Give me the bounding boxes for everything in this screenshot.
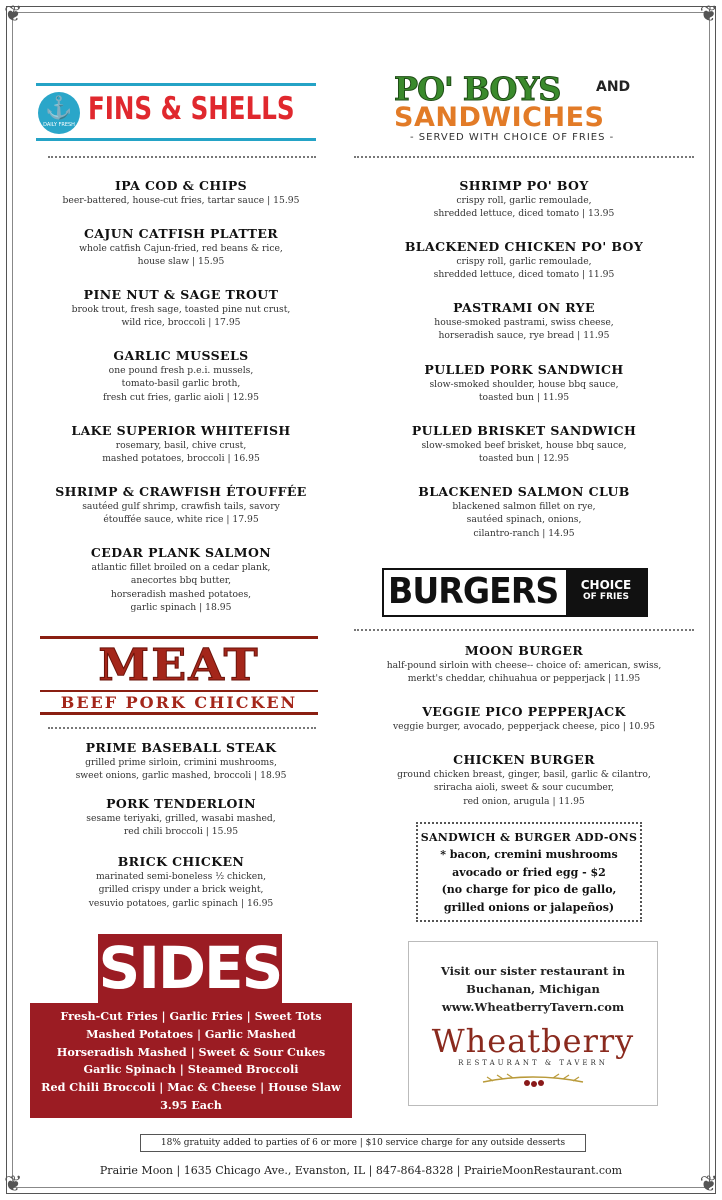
menu-item (36, 545, 326, 614)
menu-item (36, 423, 326, 466)
gratuity-notice: 18% gratuity added to parties of 6 or more | $10 service charge for any outside desserts (140, 1134, 586, 1152)
item-desc: horseradish mashed potatoes, (110, 588, 252, 600)
item-desc: red chili broccoli | 15.95 (123, 826, 239, 838)
item-desc: one pound fresh p.e.i. mussels, (108, 365, 254, 376)
menu-item (354, 239, 694, 282)
poboys-and: AND (596, 79, 631, 95)
item-desc: rosemary, basil, chive crust, (115, 440, 247, 451)
corner-flourish-icon: ❦ (4, 2, 23, 27)
item-desc: slow-smoked beef brisket, house bbq sauce, (421, 440, 627, 451)
menu-item (354, 484, 694, 540)
sister-restaurant-box (408, 941, 658, 1106)
menu-item (36, 226, 326, 269)
divider (40, 712, 318, 715)
item-name: CHICKEN BURGER (453, 752, 595, 767)
item-name: PRIME BASEBALL STEAK (85, 740, 277, 755)
meat-header (40, 636, 318, 714)
item-desc: sriracha aioli, sweet & sour cucumber, (433, 782, 615, 794)
poboys-title: PO' BOYS (394, 70, 561, 108)
sides-line: Mashed Potatoes | Garlic Mashed (86, 1026, 296, 1041)
item-name: MOON BURGER (464, 643, 584, 658)
menu-item (36, 854, 326, 910)
dotted-divider (48, 727, 316, 729)
badge-text: DAILY FRESH (43, 122, 75, 128)
menu-item (36, 740, 326, 783)
addons-line: (no charge for pico de gallo, (441, 883, 617, 896)
item-name: BRICK CHICKEN (117, 854, 245, 869)
item-name: SHRIMP PO' BOY (459, 178, 589, 193)
choice-label: CHOICE (580, 578, 632, 592)
item-desc: beer-battered, house-cut fries, tartar sauce | 15.95 (62, 195, 300, 206)
item-name: CEDAR PLANK SALMON (90, 545, 272, 560)
menu-item (36, 287, 326, 330)
item-desc: sautéed spinach, onions, (466, 514, 582, 526)
item-name: SHRIMP & CRAWFISH ÉTOUFFÉE (55, 484, 307, 499)
item-desc: horseradish sauce, rye bread | 11.95 (438, 330, 610, 342)
item-desc: atlantic fillet broiled on a cedar plank, (91, 562, 271, 573)
burgers-header (382, 568, 648, 617)
item-desc: house-smoked pastrami, swiss cheese, (434, 317, 614, 328)
item-name: BLACKENED SALMON CLUB (418, 484, 630, 499)
item-name: IPA COD & CHIPS (114, 178, 248, 193)
menu-item (36, 796, 326, 839)
item-desc: étouffée sauce, white rice | 17.95 (103, 514, 259, 526)
addons-box (416, 822, 642, 922)
menu-item (36, 348, 326, 404)
item-desc: cilantro-ranch | 14.95 (473, 527, 575, 539)
item-desc: ground chicken breast, ginger, basil, garlic & cilantro, (397, 769, 651, 780)
poboys-header (392, 70, 642, 150)
menu-item (354, 752, 694, 808)
item-desc: merkt's cheddar, chihuahua or pepperjack | 11.95 (407, 673, 641, 685)
sandwiches-title: SANDWICHES (394, 102, 605, 133)
divider (36, 83, 316, 86)
corner-flourish-icon: ❦ (699, 2, 718, 27)
item-desc: sesame teriyaki, grilled, wasabi mashed, (86, 813, 276, 824)
item-desc: fresh cut fries, garlic aioli | 12.95 (103, 391, 259, 403)
sides-line: Fresh-Cut Fries | Garlic Fries | Sweet Tots (60, 1009, 322, 1023)
item-desc: crispy roll, garlic remoulade, (456, 256, 592, 267)
item-name: VEGGIE PICO PEPPERJACK (422, 704, 626, 719)
item-desc: shredded lettuce, diced tomato | 13.95 (433, 208, 615, 220)
choice-of-fries-badge (566, 570, 646, 615)
item-name: PINE NUT & SAGE TROUT (83, 287, 279, 302)
item-desc: grilled prime sirloin, crimini mushrooms, (85, 757, 277, 768)
menu-item (354, 643, 694, 686)
item-desc: garlic spinach | 18.95 (130, 601, 232, 613)
item-name: LAKE SUPERIOR WHITEFISH (71, 423, 291, 438)
item-desc: slow-smoked shoulder, house bbq sauce, (429, 379, 619, 390)
item-desc: sautéed gulf shrimp, crawfish tails, savory (82, 501, 280, 512)
sister-line: Visit our sister restaurant in (440, 964, 626, 978)
wheatberry-subtitle: RESTAURANT & TAVERN (458, 1059, 608, 1067)
item-desc: tomato-basil garlic broth, (121, 378, 241, 390)
item-desc: sweet onions, garlic mashed, broccoli | 18.95 (75, 770, 287, 782)
item-name: PULLED BRISKET SANDWICH (411, 423, 637, 438)
sister-website-link[interactable]: www.WheatberryTavern.com (441, 1000, 625, 1014)
item-desc: vesuvio potatoes, garlic spinach | 16.95 (88, 897, 274, 909)
sides-header (98, 934, 282, 1004)
item-name: PORK TENDERLOIN (106, 796, 256, 811)
sister-line: Buchanan, Michigan (466, 982, 600, 996)
item-desc: shredded lettuce, diced tomato | 11.95 (433, 269, 615, 281)
addons-line: * bacon, cremini mushrooms (440, 848, 618, 861)
sides-price: 3.95 Each (160, 1097, 222, 1112)
item-desc: blackened salmon fillet on rye, (452, 501, 596, 512)
sides-line: Horseradish Mashed | Sweet & Sour Cukes (56, 1044, 326, 1059)
item-desc: whole catfish Cajun-fried, red beans & rice, (79, 243, 283, 254)
item-desc: anecortes bbq butter, (130, 575, 232, 587)
addons-line: avocado or fried egg - $2 (452, 865, 606, 879)
menu-item (354, 300, 694, 343)
sides-box (30, 1003, 352, 1118)
fins-shells-header (36, 83, 316, 143)
corner-flourish-icon: ❦ (4, 1172, 23, 1197)
item-name: GARLIC MUSSELS (113, 348, 249, 363)
meat-subtitle: BEEF PORK CHICKEN (60, 693, 298, 712)
poboys-subtitle: - SERVED WITH CHOICE OF FRIES - (410, 132, 615, 143)
menu-item (36, 178, 326, 207)
burgers-title: BURGERS (388, 571, 559, 612)
item-name: PULLED PORK SANDWICH (424, 362, 624, 377)
anchor-icon: ⚓ DAILY FRESH (38, 92, 80, 134)
dotted-divider (354, 156, 694, 158)
menu-item (354, 178, 694, 221)
item-desc: grilled crispy under a brick weight, (98, 884, 264, 896)
meat-title: MEAT (98, 639, 260, 691)
item-desc: marinated semi-boneless ½ chicken, (95, 871, 267, 882)
item-desc: veggie burger, avocado, pepperjack cheese, pico | 10.95 (392, 721, 656, 732)
addons-title: SANDWICH & BURGER ADD-ONS (420, 831, 638, 844)
dotted-divider (354, 629, 694, 631)
sides-line: Red Chili Broccoli | Mac & Cheese | House Slaw (41, 1080, 341, 1095)
sides-line: Garlic Spinach | Steamed Broccoli (83, 1062, 299, 1077)
item-desc: crispy roll, garlic remoulade, (456, 195, 592, 206)
item-desc: mashed potatoes, broccoli | 16.95 (102, 453, 260, 465)
item-desc: red onion, arugula | 11.95 (463, 795, 585, 807)
item-name: PASTRAMI ON RYE (453, 300, 595, 315)
wheat-berries-icon (473, 1072, 593, 1088)
item-desc: toasted bun | 11.95 (478, 392, 570, 404)
addons-line: grilled onions or jalapeños) (443, 900, 615, 914)
item-name: BLACKENED CHICKEN PO' BOY (404, 239, 644, 254)
item-desc: house slaw | 15.95 (137, 256, 225, 268)
item-desc: brook trout, fresh sage, toasted pine nut crust, (71, 304, 291, 315)
sides-title: SIDES (98, 934, 282, 1002)
menu-item (354, 362, 694, 405)
dotted-divider (48, 156, 316, 158)
divider (40, 690, 318, 692)
fries-label: OF FRIES (583, 592, 629, 602)
fins-shells-title: FINS & SHELLS (88, 91, 295, 127)
divider (36, 138, 316, 141)
corner-flourish-icon: ❦ (699, 1172, 718, 1197)
item-desc: toasted bun | 12.95 (478, 453, 570, 465)
menu-item (36, 484, 326, 527)
item-name: CAJUN CATFISH PLATTER (83, 226, 279, 241)
item-desc: wild rice, broccoli | 17.95 (121, 317, 241, 329)
item-desc: half-pound sirloin with cheese-- choice of: american, swiss, (386, 660, 662, 671)
wheatberry-logo: Wheatberry (431, 1022, 635, 1060)
footer-address: Prairie Moon | 1635 Chicago Ave., Evanston, IL | 847-864-8328 | PrairieMoonRestaurant.com (99, 1164, 623, 1177)
menu-item (354, 704, 694, 733)
menu-item (354, 423, 694, 466)
